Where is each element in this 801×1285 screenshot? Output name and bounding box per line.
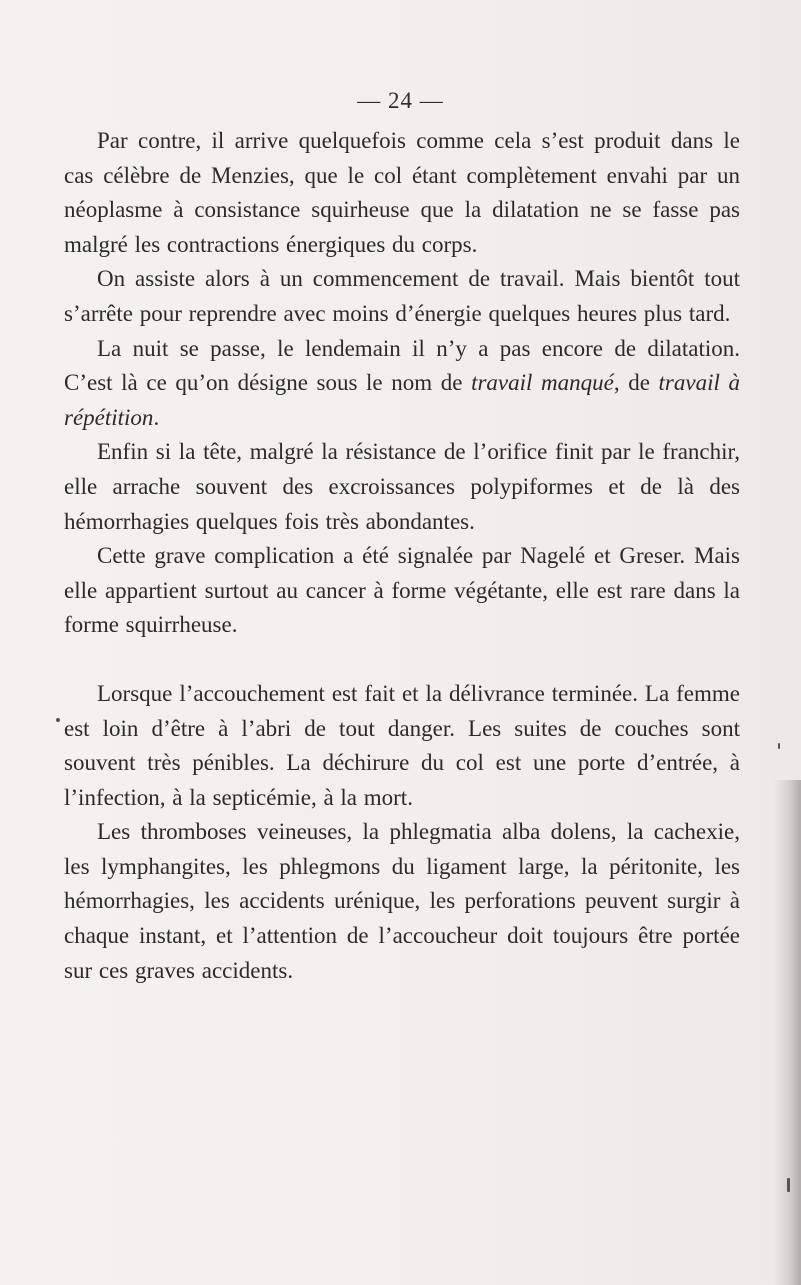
body-text xyxy=(64,124,740,988)
scan-speck xyxy=(787,1178,790,1192)
paragraph-3-lead: La nuit se passe, le lendemain il n’y a pas encore de dilatation. C’est là ce qu’on désigne sous le nom de xyxy=(64,335,740,396)
paragraph-4: Enfin si la tête, malgré la résistance de l’orifice finit par le franchir, elle arrache souvent des excroissances polypiformes et de là des hémorrhagies quelques fois très abondantes. xyxy=(64,439,740,534)
paragraph-2: On assiste alors à un commencement de travail. Mais bientôt tout s’arrête pour reprendre avec moins d’énergie quelques heures plus tard. xyxy=(64,266,740,326)
term-travail-manque: travail manqué xyxy=(471,370,614,396)
paragraph-1: Par contre, il arrive quelquefois comme cela s’est produit dans le cas célèbre de Menzies, que le col étant complètement envahi par un néoplasme à consistance squirheuse que la dilatation ne se fasse pas malgré les contractions énergiques du corps. xyxy=(64,128,740,257)
paragraph-7: Les thromboses veineuses, la phlegmatia alba dolens, la cachexie, les lymphangites, les phlegmons du ligament large, la péritonite, les hémorrhagies, les accidents urénique, les perforations peuvent surgir à chaque instant, et l’attention de l’accoucheur doit toujours être portée sur ces graves accidents. xyxy=(64,819,740,983)
scan-shadow xyxy=(773,780,801,1285)
term-travail-repetition: travail à répétition xyxy=(64,370,740,430)
page-number: — 24 — xyxy=(357,88,444,113)
paragraph-3 xyxy=(64,332,740,436)
paragraph-6: Lorsque l’accouchement est fait et la délivrance terminée. La femme est loin d’être à l’abri de tout danger. Les suites de couches sont souvent très pénibles. La déchirure du col est une porte d’entrée, à l’infection, à la septicémie, à la mort. xyxy=(64,680,740,810)
paragraph-5: Cette grave complication a été signalée par Nagelé et Greser. Mais elle appartient surtout au cancer à forme végétante, elle est rare dans la forme squirrheuse. xyxy=(64,543,740,638)
paragraph-3-middle: , de xyxy=(613,370,659,396)
paragraph-3-end: . xyxy=(153,404,160,430)
scan-speck xyxy=(56,718,60,722)
scan-speck xyxy=(778,743,780,749)
